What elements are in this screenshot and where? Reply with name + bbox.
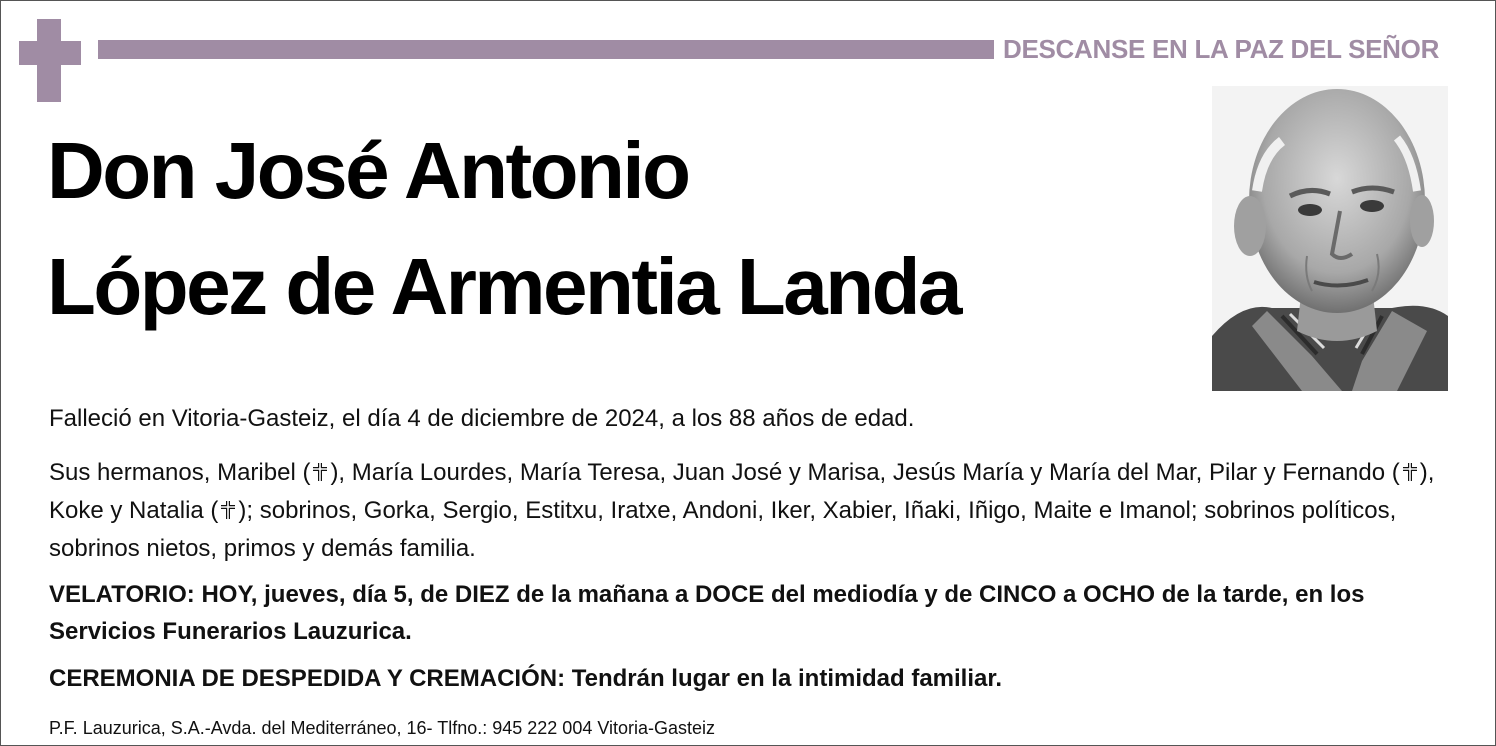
latin-cross-icon xyxy=(19,19,81,102)
wake-info: VELATORIO: HOY, jueves, día 5, de DIEZ de la mañana a DOCE del mediodía y de CINCO a OCHO de la tarde, en los Servicios Funerarios Lauzurica. xyxy=(49,581,1365,645)
deceased-cross-icon xyxy=(218,500,238,520)
deceased-cross-icon xyxy=(1400,462,1420,482)
funeral-home-footer: P.F. Lauzurica, S.A.-Avda. del Mediterráneo, 16- Tlfno.: 945 222 004 Vitoria-Gasteiz xyxy=(49,718,716,738)
header-rule xyxy=(98,40,994,59)
family-list xyxy=(49,454,1459,568)
deceased-cross-icon xyxy=(310,462,330,482)
family-text-4: ); sobrinos, Gorka, Sergio, Estitxu, Iratxe, Andoni, Iker, Xabier, Iñaki, Iñigo, Maite e Imanol; sobrinos políticos, sobrinos nietos, primos y demás familia. xyxy=(49,497,1397,562)
family-text-3: ), Koke y Natalia ( xyxy=(49,459,1435,524)
tagline: DESCANSE EN LA PAZ DEL SEÑOR xyxy=(1003,34,1440,64)
deceased-name-line2: López de Armentia Landa xyxy=(47,242,961,331)
death-notice: Falleció en Vitoria-Gasteiz, el día 4 de diciembre de 2024, a los 88 años de edad. xyxy=(49,405,915,432)
header-rule-end xyxy=(986,40,994,59)
deceased-name-line1: Don José Antonio xyxy=(47,126,689,215)
family-text-1: Sus hermanos, Maribel ( xyxy=(49,459,311,486)
family-text-2: ), María Lourdes, María Teresa, Juan José y Marisa, Jesús María y María del Mar, Pilar y Fernando ( xyxy=(330,459,1400,486)
ceremony-info: CEREMONIA DE DESPEDIDA Y CREMACIÓN: Tendrán lugar en la intimidad familiar. xyxy=(49,665,1003,692)
portrait-photo xyxy=(1212,86,1448,391)
